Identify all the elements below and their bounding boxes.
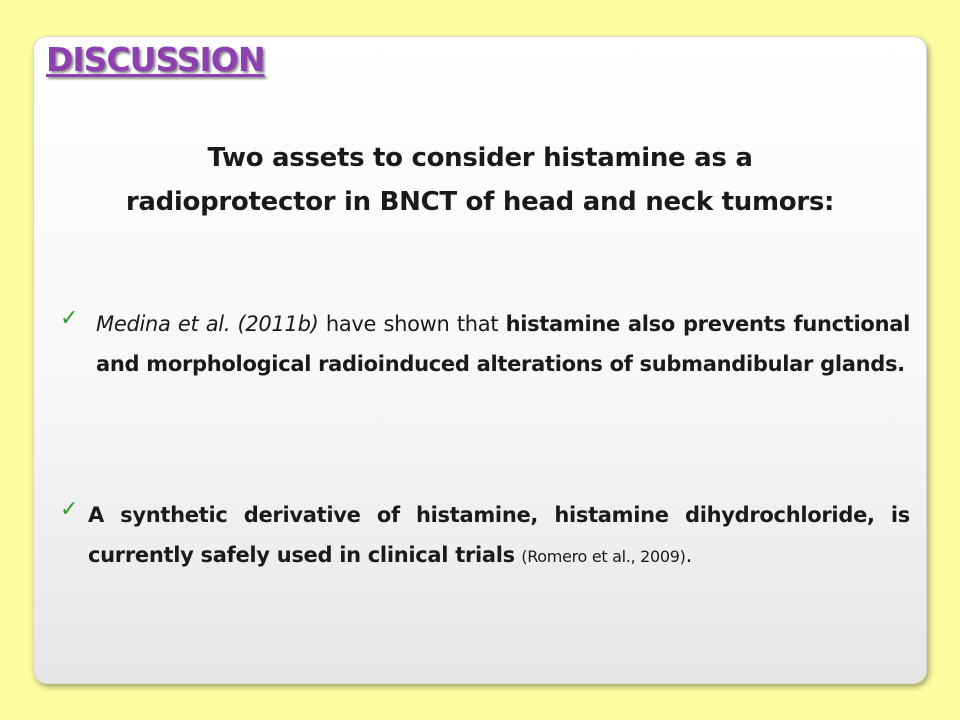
- bullet-item-2: [60, 495, 910, 577]
- bullet-2-end: .: [685, 543, 692, 567]
- subtitle-line-2: radioprotector in BNCT of head and neck tumors:: [125, 187, 835, 217]
- checkmark-icon: ✓: [60, 497, 79, 522]
- subtitle-line-1: Two assets to consider histamine as a: [207, 143, 753, 173]
- bullet-1-citation: Medina et al. (2011b): [96, 312, 319, 336]
- bullet-2-reference: (Romero et al., 2009): [521, 547, 686, 566]
- slide-subtitle: [60, 136, 900, 224]
- bullet-1-text: [96, 304, 910, 384]
- bullet-1-emphasis: histamine also prevents functional and morphological radioinduced alterations of submandibular glands.: [96, 312, 910, 376]
- bullet-2-emphasis: A synthetic derivative of histamine, histamine dihydrochloride, is currently safely used in clinical trials: [88, 503, 910, 567]
- bullet-1-plain: have shown that: [318, 312, 506, 336]
- bullet-2-text: [88, 495, 910, 577]
- checkmark-icon: ✓: [60, 306, 79, 331]
- slide-heading: DISCUSSION: [46, 40, 265, 79]
- bullet-item-1: [60, 304, 910, 384]
